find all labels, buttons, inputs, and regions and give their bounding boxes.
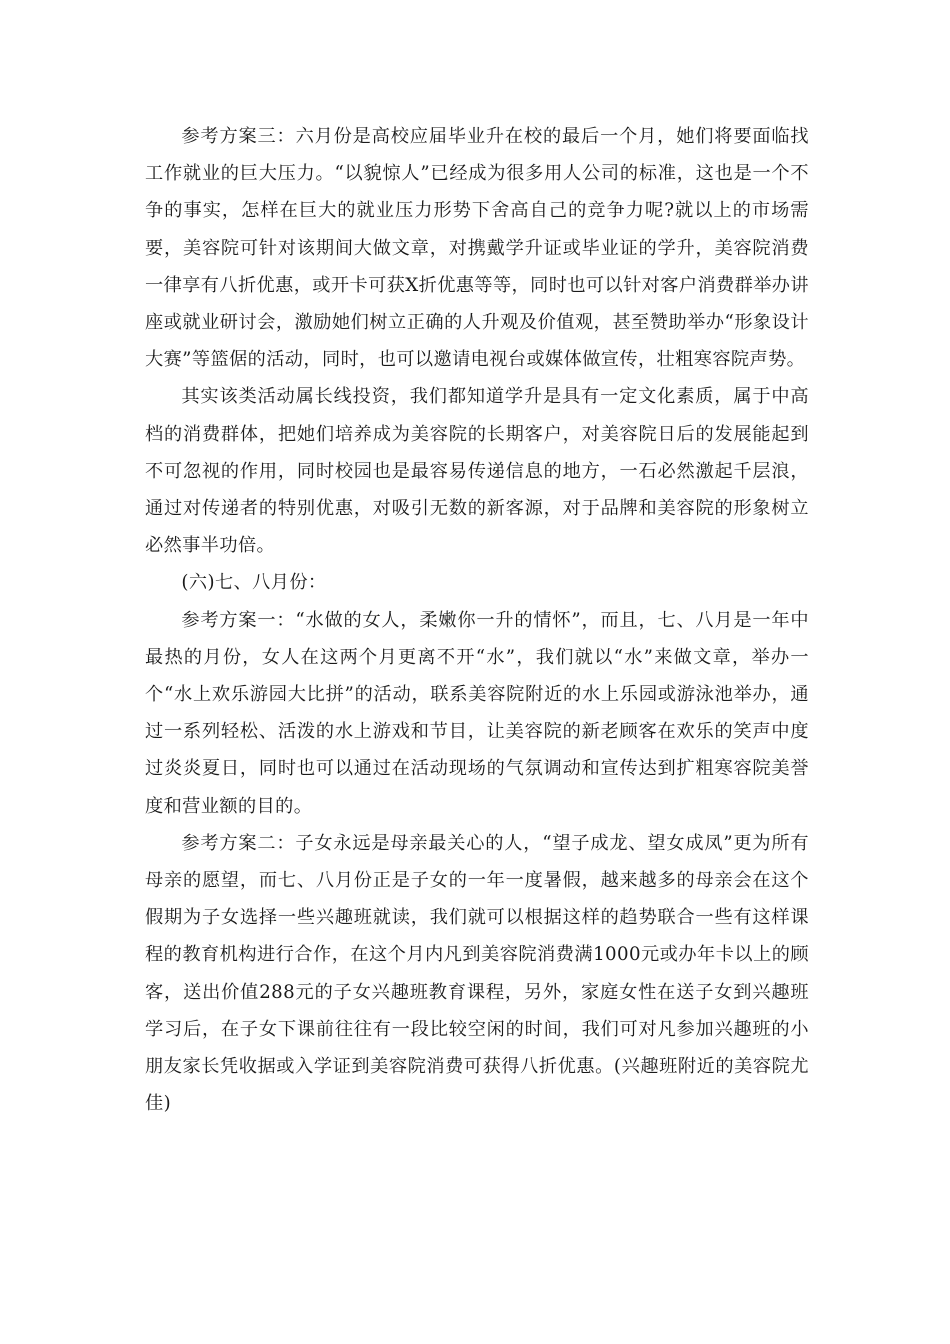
paragraph-plan-three: 参考方案三：六月份是高校应届毕业升在校的最后一个月，她们将要面临找工作就业的巨大压力。“以貌惊人”已经成为很多用人公司的标准，这也是一个不争的事实，怎样在巨大的就业压力形势下舍高自己的竞争力呢?就以上的市场需要，美容院可针对该期间大做文章，对携戴学升证或毕业证的学升，美容院消费一律享有八折优惠，或开卡可获X折优惠等等，同时也可以针对客户消费群举办讲座或就业研讨会，激励她们树立正确的人升观及价值观，甚至赞助举办“形象设计大赛”等篮倨的活动，同时，也可以邀请电视台或媒体做宣传，壮粗寒容院声势。 [145,126,809,371]
document-body [145,118,809,1122]
section-heading-july-august: (六)七、八月份： [181,572,327,594]
paragraph-long-term-investment: 其实该类活动属长线投资，我们都知道学升是具有一定文化素质，属于中高档的消费群体，把她们培养成为美容院的长期客户，对美容院日后的发展能起到不可忽视的作用，同时校园也是最容易传递信息的地方，一石必然激起千层浪，通过对传递者的特别优惠，对吸引无数的新客源，对于品牌和美容院的形象树立必然事半功倍。 [145,386,809,557]
paragraph-plan-one: 参考方案一：“水做的女人，柔嫩你一升的情怀”，而且，七、八月是一年中最热的月份，女人在这两个月更离不开“水”，我们就以“水”来做文章，举办一个“水上欢乐游园大比拼”的活动，联系美容院附近的水上乐园或游泳池举办，通过一系列轻松、活泼的水上游戏和节目，让美容院的新老顾客在欢乐的笑声中度过炎炎夏日，同时也可以通过在活动现场的气氛调动和宣传达到扩粗寒容院美誉度和营业额的目的。 [145,609,809,817]
paragraph-plan-two: 参考方案二：子女永远是母亲最关心的人，“望子成龙、望女成凤”更为所有母亲的愿望，而七、八月份正是子女的一年一度暑假，越来越多的母亲会在这个假期为子女选择一些兴趣班就读，我们就可以根据这样的趋势联合一些有这样课程的教育机构进行合作，在这个月内凡到美容院消费满1000元或办年卡以上的顾客，送出价值288元的子女兴趣班教育课程，另外，家庭女性在送子女到兴趣班学习后，在子女下课前往往有一段比较空闲的时间，我们可对凡参加兴趣班的小朋友家长凭收据或入学证到美容院消费可获得八折优惠。(兴趣班附近的美容院尤佳) [145,832,809,1115]
